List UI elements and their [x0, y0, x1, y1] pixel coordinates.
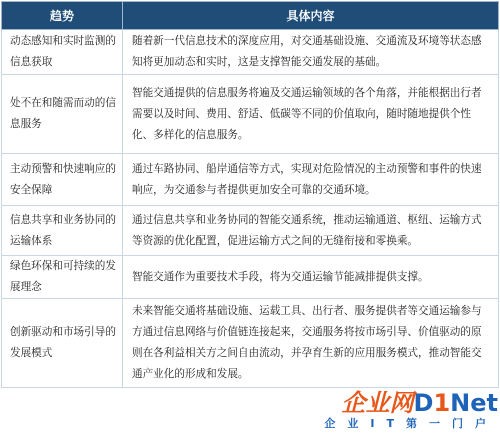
table-row: [2, 154, 499, 206]
trend-cell: 主动预警和快速响应的安全保障: [2, 154, 123, 206]
trend-table: [1, 1, 499, 388]
table-header-row: [2, 2, 499, 30]
watermark-brand-d: D: [413, 389, 434, 417]
site-watermark: [324, 391, 498, 431]
header-trend: 趋势: [2, 2, 123, 30]
watermark-tagline: 企业IT第一门户: [324, 417, 498, 430]
watermark-brand-cn: 企业网: [341, 389, 414, 417]
trend-cell: 信息共享和业务协同的运输体系: [2, 206, 123, 256]
content-cell: 未来智能交通将基础设施、运载工具、出行者、服务提供者等交通运输参与方通过信息网络与价值链连接起来，交通服务将按市场引导、价值驱动的原则在各利益相关方之间自由流动，并孕育生新的应用服务模式，推动智能交通产业化的形成和发展。: [123, 299, 499, 388]
content-cell: 通过信息共享和业务协同的智能交通系统，推动运输通道、枢纽、运输方式等资源的优化配置，促进运输方式之间的无缝衔接和零换乘。: [123, 206, 499, 256]
header-content: 具体内容: [123, 2, 499, 30]
content-cell: 智能交通提供的信息服务将遍及交通运输领域的各个角落，并能根据出行者需要以及时间、费用、舒适、低碳等不同的价值取向，随时随地提供个性化、多样化的信息服务。: [123, 75, 499, 154]
trend-cell: 动态感知和实时监测的信息获取: [2, 30, 123, 75]
watermark-brand-net: Net: [450, 389, 498, 417]
content-cell: 随着新一代信息技术的深度应用，对交通基础设施、交通流及环境等状态感知将更加动态和实时，这是支撑智能交通发展的基础。: [123, 30, 499, 75]
table-row: [2, 30, 499, 75]
watermark-logo: [324, 391, 498, 415]
table-row: [2, 299, 499, 388]
watermark-brand-i: 1: [433, 389, 451, 417]
content-cell: 智能交通作为重要技术手段，将为交通运输节能减排提供支撑。: [123, 256, 499, 299]
trend-cell: 绿色环保和可持续的发展理念: [2, 256, 123, 299]
trend-cell: 处不在和随需而动的信息服务: [2, 75, 123, 154]
table-row: [2, 256, 499, 299]
content-cell: 通过车路协同、船岸通信等方式，实现对危险情况的主动预警和事件的快速响应，为交通参与者提供更加安全可靠的交通环境。: [123, 154, 499, 206]
trend-cell: 创新驱动和市场引导的发展模式: [2, 299, 123, 388]
table-row: [2, 206, 499, 256]
table-row: [2, 75, 499, 154]
